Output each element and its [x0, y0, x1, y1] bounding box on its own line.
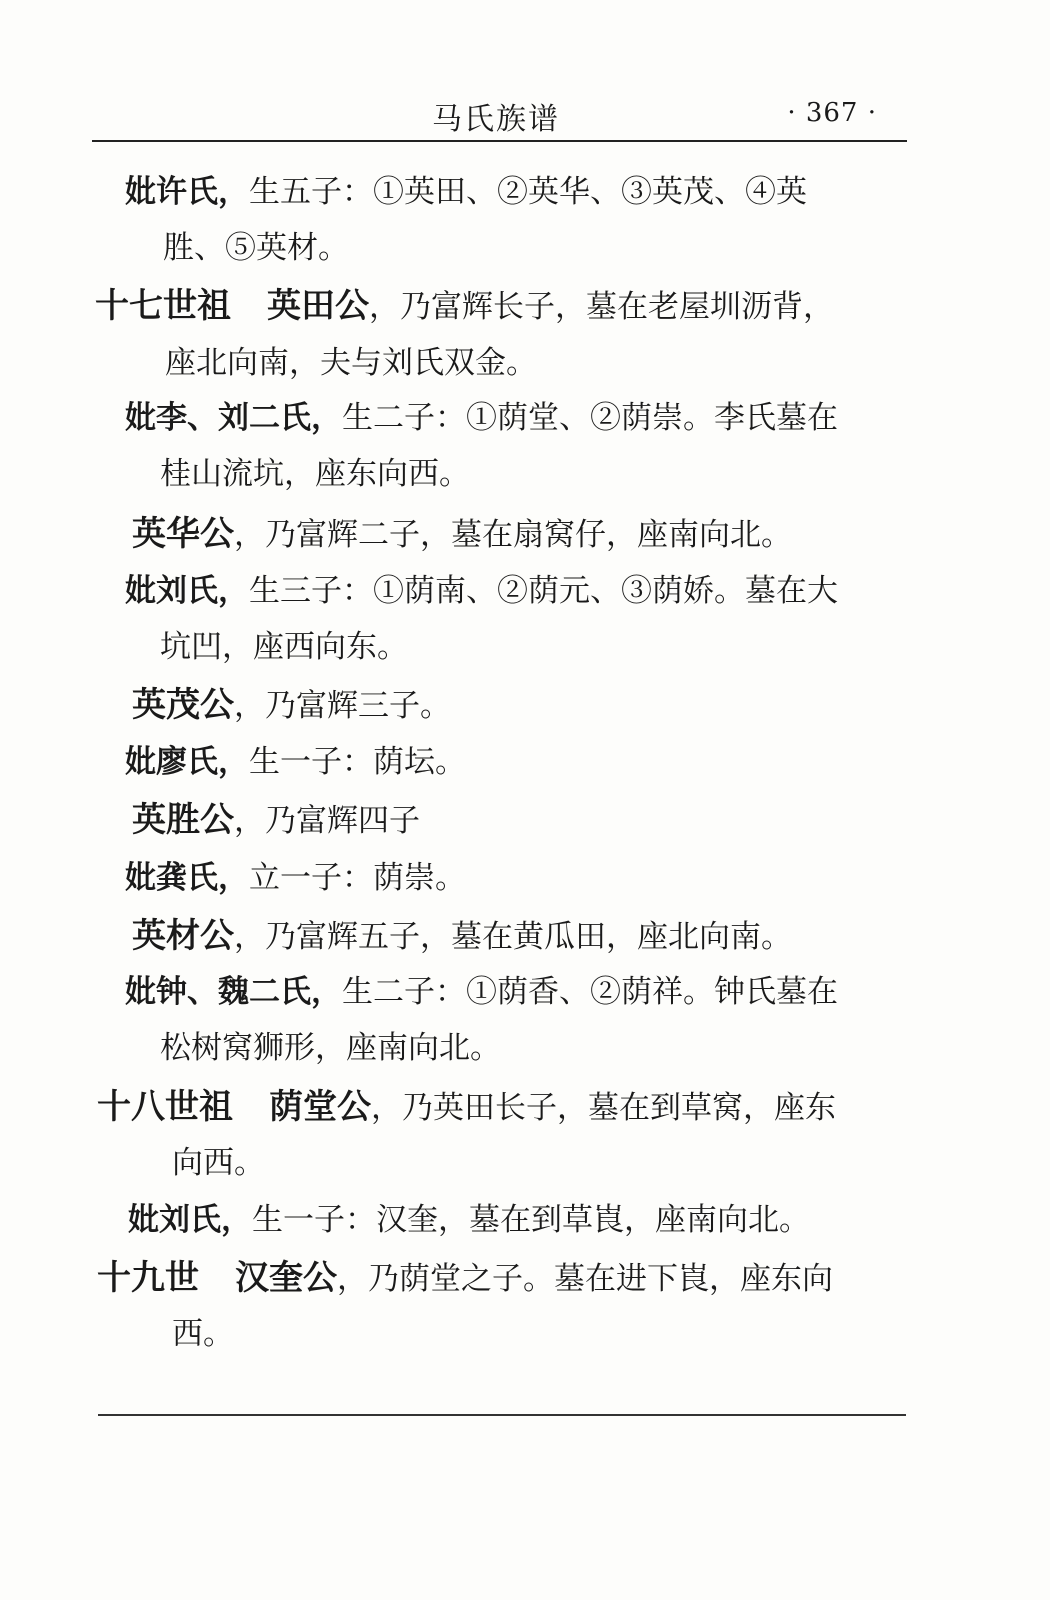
entry-text: 生一子：汉奎，墓在到草崀，座南向北。 [252, 1202, 810, 1238]
entry-line-18 [172, 1141, 265, 1185]
spouse-label: 妣廖氏， [125, 744, 249, 780]
person-name: 英材公 [132, 916, 234, 956]
page-number: · 367 · [787, 98, 877, 128]
entry-text: ，乃荫堂之子。墓在进下崀，座东向 [337, 1261, 833, 1297]
entry-line-16 [160, 1026, 501, 1070]
generation-label: 十九世 [97, 1258, 199, 1298]
entry-text: 立一子：荫崇。 [249, 860, 466, 896]
entry-text: ，乃富辉五子，墓在黄瓜田，座北向南。 [234, 919, 792, 955]
entry-line-8 [125, 569, 838, 613]
entry-text: 坑凹，座西向东。 [160, 629, 408, 665]
spouse-label: 妣李、刘二氏， [125, 400, 342, 436]
entry-line-7 [132, 512, 792, 557]
entry-line-1 [125, 170, 807, 214]
generation-label: 十七世祖 [95, 286, 231, 326]
entry-text: 生二子：①荫香、②荫祥。钟氏墓在 [342, 974, 838, 1010]
entry-text: 西。 [172, 1316, 234, 1352]
spouse-label: 妣龚氏， [125, 860, 249, 896]
entry-text: 向西。 [172, 1145, 265, 1181]
person-name: 英胜公 [132, 800, 234, 840]
page-header [92, 88, 907, 138]
footer-rule [98, 1414, 906, 1416]
person-name: 汉奎公 [235, 1258, 337, 1298]
entry-text: ，乃富辉三子。 [234, 688, 451, 724]
entry-text: 生一子：荫坛。 [249, 744, 466, 780]
entry-text: 生五子：①英田、②英华、③英茂、④英 [249, 174, 807, 210]
person-name: 英田公 [267, 286, 369, 326]
entry-text: ，乃富辉长子，墓在老屋圳沥背， [369, 289, 834, 325]
spouse-label: 妣刘氏， [125, 573, 249, 609]
entry-line-15 [125, 970, 838, 1014]
entry-line-10 [132, 683, 451, 728]
entry-line-12 [132, 798, 420, 843]
entry-text: 生三子：①荫南、②荫元、③荫娇。墓在大 [249, 573, 838, 609]
entry-line-20 [97, 1256, 833, 1301]
entry-line-4 [165, 341, 537, 385]
entry-line-21 [172, 1312, 234, 1356]
spouse-label: 妣刘氏， [128, 1202, 252, 1238]
entry-text: 松树窝狮形，座南向北。 [160, 1030, 501, 1066]
person-name: 荫堂公 [269, 1087, 371, 1127]
entry-line-2 [163, 226, 349, 270]
entry-text: 生二子：①荫堂、②荫崇。李氏墓在 [342, 400, 838, 436]
entry-text: 座北向南，夫与刘氏双金。 [165, 345, 537, 381]
entry-line-11 [125, 740, 466, 784]
entry-line-17 [97, 1085, 836, 1130]
book-title: 马氏族谱 [432, 102, 560, 137]
entry-line-13 [125, 856, 466, 900]
header-rule [92, 140, 907, 142]
person-name: 英茂公 [132, 685, 234, 725]
entry-line-19 [128, 1198, 810, 1242]
entry-text: ，乃富辉二子，墓在扇窝仔，座南向北。 [234, 517, 792, 553]
entry-text: 桂山流坑，座东向西。 [160, 456, 470, 492]
entry-text: 胜、⑤英材。 [163, 230, 349, 266]
spouse-label: 妣钟、魏二氏， [125, 974, 342, 1010]
entry-line-14 [132, 914, 792, 959]
entry-line-3 [95, 284, 834, 329]
entry-line-5 [125, 396, 838, 440]
entry-text: ，乃英田长子，墓在到草窝，座东 [371, 1090, 836, 1126]
entry-line-6 [160, 452, 470, 496]
person-name: 英华公 [132, 514, 234, 554]
generation-label: 十八世祖 [97, 1087, 233, 1127]
entry-line-9 [160, 625, 408, 669]
spouse-label: 妣许氏， [125, 174, 249, 210]
entry-text: ，乃富辉四子 [234, 803, 420, 839]
